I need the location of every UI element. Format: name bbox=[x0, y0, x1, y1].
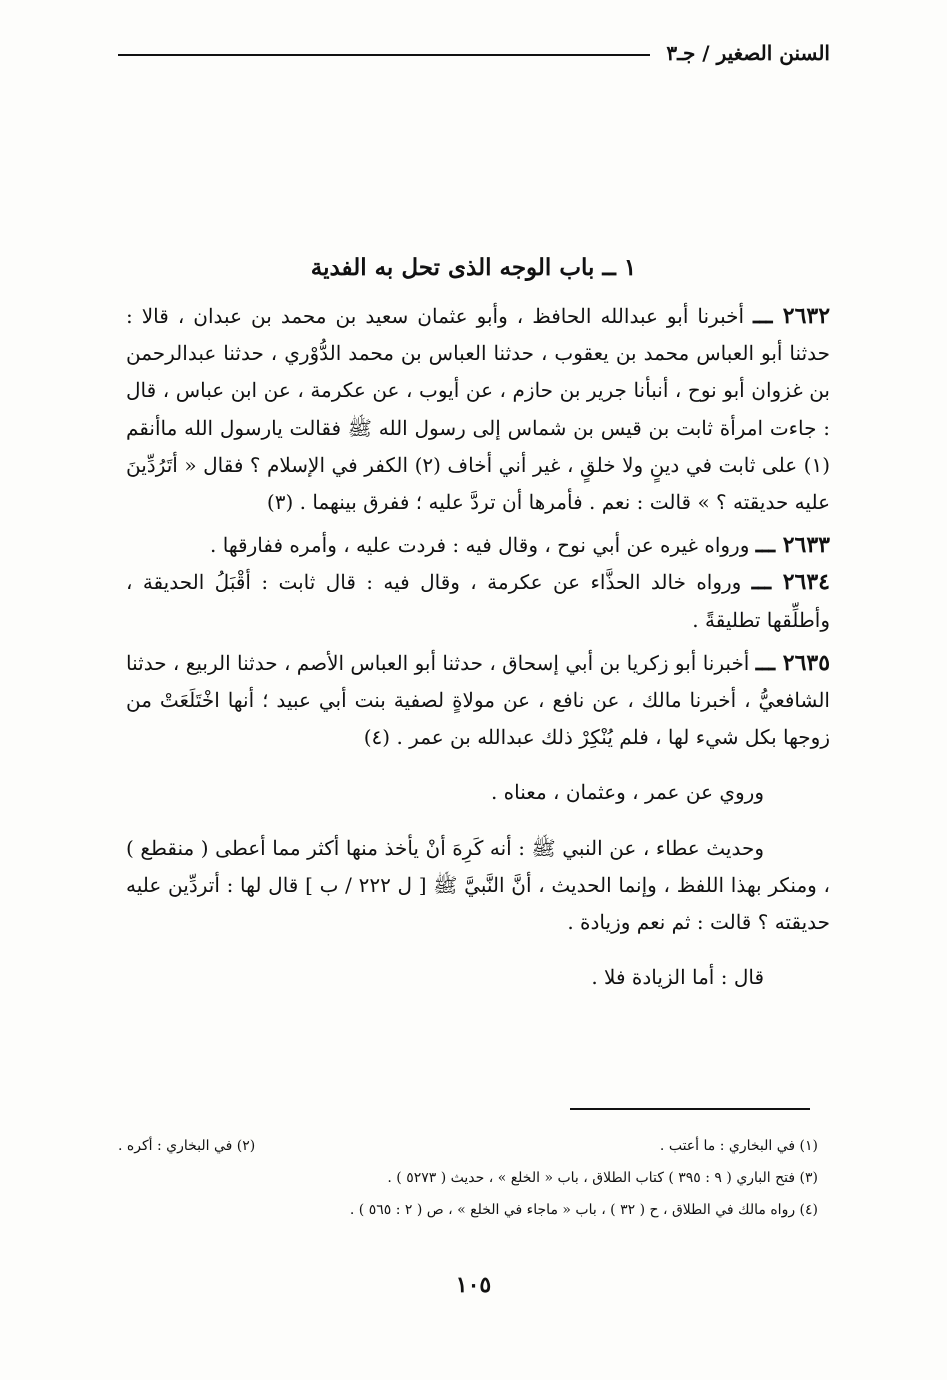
paragraph-ata-hadith: وحديث عطاء ، عن النبي ﷺ : أنه كَرِهَ أنْ يأخذ منها أكثر مما أعطى ( منقطع ) ، ومنكر بهذا اللفظ ، وإنما الحديث ، أنَّ النَّبيَّ ﷺ [ ل ٢٢٢ / ب ] قال لها : أتردِّين عليه حديقته ؟ قالت : ثم نعم وزيادة . bbox=[126, 835, 830, 935]
main-text bbox=[126, 298, 830, 996]
page-number: ١٠٥ bbox=[455, 1272, 492, 1298]
paragraph-conclusion: قال : أما الزيادة فلا . bbox=[591, 965, 764, 990]
running-header bbox=[118, 38, 830, 68]
footnote-1: (١) في البخاري : ما أعتب . bbox=[659, 1138, 818, 1154]
hadith-2633 bbox=[126, 527, 830, 564]
hadith-number: ٢٦٣٣ ـــ bbox=[755, 532, 830, 559]
hadith-2632 bbox=[126, 298, 830, 521]
footnote-3: (٣) فتح الباري ( ٩ : ٣٩٥ ) كتاب الطلاق ، باب « الخلع » ، حديث ( ٥٢٧٣ ) . bbox=[387, 1170, 818, 1186]
footnote-4: (٤) رواه مالك في الطلاق ، ح ( ٣٢ ) ، باب « ماجاء في الخلع » ، ص ( ٢ : ٥٦٥ ) . bbox=[349, 1202, 818, 1218]
chapter-title: ١ ــ باب الوجه الذى تحل به الفدية bbox=[310, 254, 637, 281]
footnote-2: (٢) في البخاري : أكره . bbox=[118, 1138, 256, 1154]
hadith-2634 bbox=[126, 564, 830, 638]
hadith-number: ٢٦٣٥ ـــ bbox=[755, 649, 831, 676]
running-header-title: السنن الصغير / جـ٣ bbox=[666, 41, 830, 65]
paragraph-narration: وروي عن عمر ، وعثمان ، معناه . bbox=[490, 780, 764, 805]
hadith-number: ٢٦٣٢ ـــ bbox=[753, 303, 831, 329]
hadith-text: أخبرنا أبو زكريا بن أبي إسحاق ، حدثنا أبو العباس الأصم ، حدثنا الربيع ، حدثنا الشافعيُّ ، أخبرنا مالك ، عن نافع ، عن مولاةٍ لصفية بنت أبي عبيد ؛ أنها اخْتَلَعَتْ من زوجها بكل شيء لها ، فلم يُنْكِرْ ذلك عبدالله بن عمر . (٤) bbox=[126, 650, 830, 750]
footnote-rule bbox=[570, 1108, 810, 1110]
footnote-row bbox=[118, 1130, 818, 1162]
hadith-text: أخبرنا أبو عبدالله الحافظ ، وأبو عثمان سعيد بن محمد بن عبدان ، قالا : حدثنا أبو العباس محمد بن يعقوب ، حدثنا العباس بن محمد الدُّوْري ، حدثنا عبدالرحمن بن غزوان أبو نوح ، أنبأنا جرير بن حازم ، عن أيوب ، عن عكرمة ، عن ابن عباس ، قال : جاءت امرأة ثابت بن قيس بن شماس إلى رسول الله ﷺ فقالت يارسول الله ماأنقم (١) على ثابت في دينٍ ولا خلقٍ ، غير أني أخاف (٢) الكفر في الإسلام ؟ فقال « أتَرُدِّينَ عليه حديقته ؟ » قالت : نعم . فأمرها أن تردَّ عليه ؛ ففرق بينهما . (٣) bbox=[126, 304, 830, 515]
hadith-text: ورواه غيره عن أبي نوح ، وقال فيه : فردت عليه ، وأمره ففارقها . bbox=[210, 533, 750, 558]
hadith-number: ٢٦٣٤ ـــ bbox=[751, 569, 830, 596]
header-rule bbox=[118, 54, 650, 56]
hadith-2635 bbox=[126, 645, 830, 757]
hadith-text: ورواه خالد الحذَّاء عن عكرمة ، وقال فيه : قال ثابت : أقْبَلُ الحديقة ، وأطلِّقها تطليقةً . bbox=[126, 570, 830, 632]
footnotes bbox=[118, 1130, 818, 1226]
